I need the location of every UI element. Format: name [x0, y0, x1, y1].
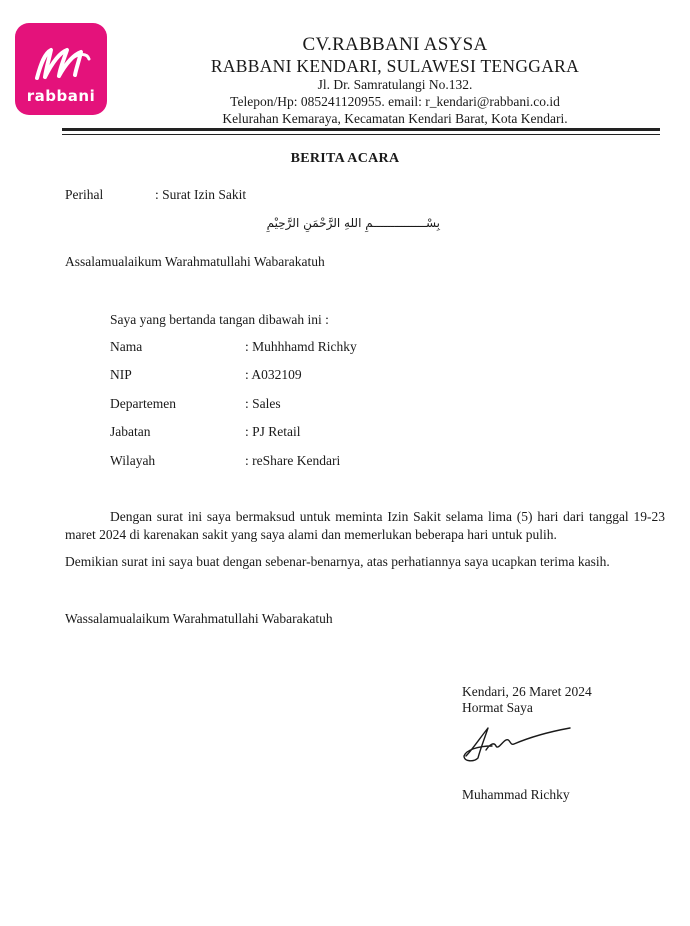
handwritten-signature	[458, 720, 578, 770]
field-label-nip: NIP	[110, 367, 132, 382]
field-value-nip: : A032109	[245, 367, 302, 382]
greeting: Assalamualaikum Warahmatullahi Wabarakatuh	[65, 254, 325, 269]
signature-name: Muhammad Richky	[462, 787, 570, 802]
signature-salutation: Hormat Saya	[462, 700, 533, 715]
body-paragraph-closing: Demikian surat ini saya buat dengan sebenar-benarnya, atas perhatiannya saya ucapkan terima kasih.	[65, 554, 610, 569]
field-value-nama: : Muhhhamd Richky	[245, 339, 357, 354]
perihal-value: : Surat Izin Sakit	[155, 187, 247, 202]
body-paragraph-request: Dengan surat ini saya bermaksud untuk meminta Izin Sakit selama lima (5) hari dari tanggal 19-23 maret 2024 di karenakan sakit yang saya alami dan memerlukan beberapa hari untuk pulih.	[65, 509, 665, 542]
field-label-nama: Nama	[110, 339, 143, 354]
letterhead-divider-thick	[62, 128, 660, 131]
company-district: Kelurahan Kemaraya, Kecamatan Kendari Barat, Kota Kendari.	[222, 111, 568, 126]
company-contact: Telepon/Hp: 085241120955. email: r_kendari@rabbani.co.id	[230, 94, 560, 109]
intro-text: Saya yang bertanda tangan dibawah ini :	[110, 312, 329, 327]
field-value-departemen: : Sales	[245, 396, 281, 411]
perihal-label: Perihal	[65, 187, 104, 202]
field-label-wilayah: Wilayah	[110, 453, 156, 468]
letterhead-divider-thin	[62, 134, 660, 135]
field-value-jabatan: : PJ Retail	[245, 424, 301, 439]
branch-name: RABBANI KENDARI, SULAWESI TENGGARA	[210, 56, 580, 76]
field-value-wilayah: : reShare Kendari	[245, 453, 341, 468]
signature-place-date: Kendari, 26 Maret 2024	[462, 684, 592, 699]
logo-wordmark: rabbani	[26, 87, 96, 105]
closing-greeting: Wassalamualaikum Warahmatullahi Wabarakatuh	[65, 611, 333, 626]
basmalah: بِسْـــــــــــــــمِ اللهِ الرَّحْمَنِ الرَّحِيْمِ	[266, 216, 440, 230]
document-title: BERITA ACARA	[290, 151, 400, 166]
company-name: CV.RABBANI ASYSA	[302, 34, 488, 55]
field-label-departemen: Departemen	[110, 396, 176, 411]
company-address: Jl. Dr. Samratulangi No.132.	[317, 77, 473, 92]
rabbani-logo	[15, 23, 107, 115]
field-label-jabatan: Jabatan	[110, 424, 151, 439]
letterhead	[110, 34, 680, 127]
